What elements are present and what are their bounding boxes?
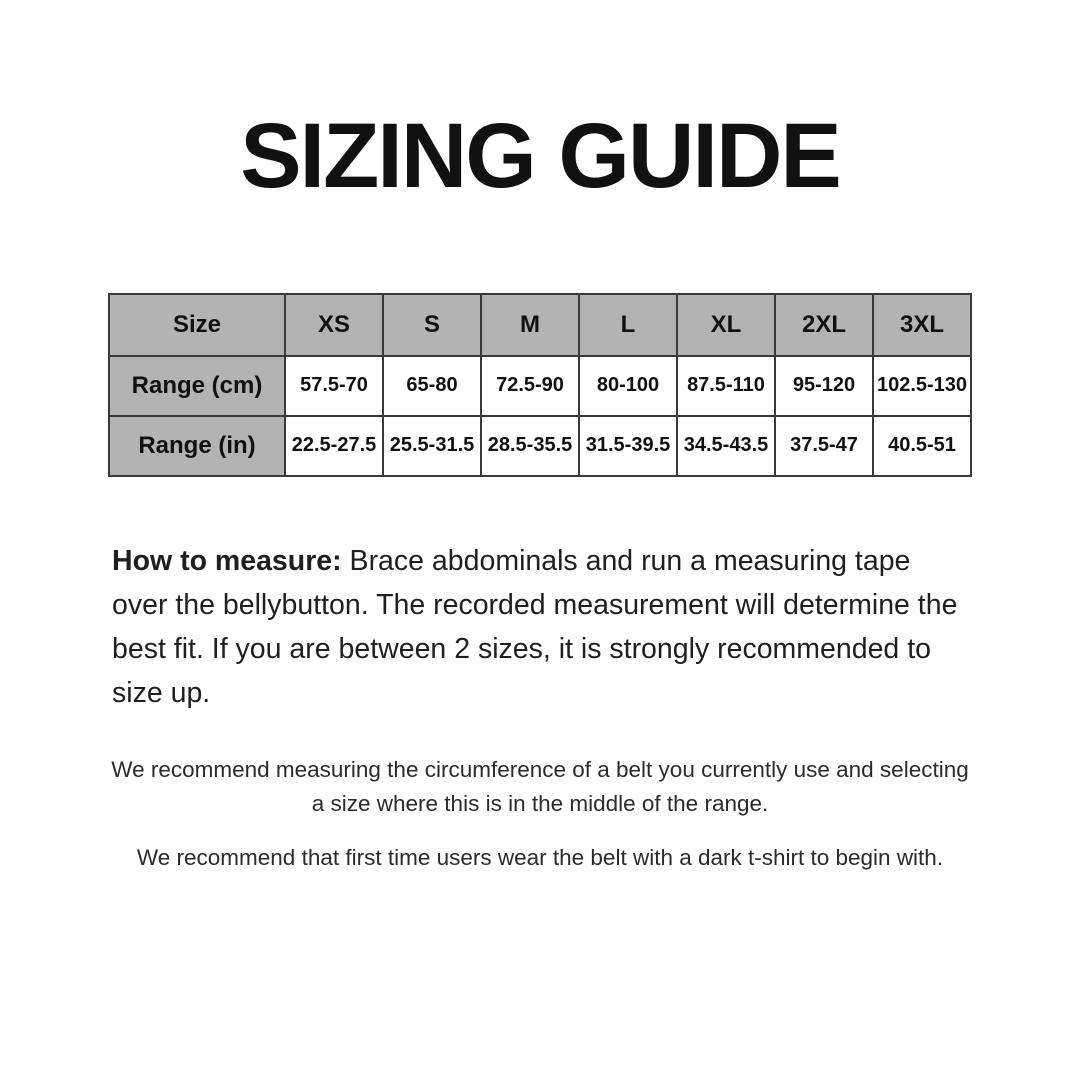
table-header-s: S <box>383 294 481 356</box>
table-header-2xl: 2XL <box>775 294 873 356</box>
cell-cm-xl: 87.5-110 <box>677 356 775 416</box>
page-title: SIZING GUIDE <box>240 105 840 207</box>
table-row <box>109 356 971 416</box>
table-header-xs: XS <box>285 294 383 356</box>
row-label-range-in: Range (in) <box>109 416 285 476</box>
cell-in-xs: 22.5-27.5 <box>285 416 383 476</box>
cell-cm-2xl: 95-120 <box>775 356 873 416</box>
how-to-measure-text: Brace abdominals and run a measuring tape over the bellybutton. The recorded measurement will determine the best fit. If you are between 2 sizes, it is strongly recommended to size up. <box>112 544 958 710</box>
note-item: We recommend measuring the circumference of a belt you currently use and selecting a size where this is in the middle of the range. <box>111 757 969 817</box>
cell-in-3xl: 40.5-51 <box>873 416 971 476</box>
cell-cm-3xl: 102.5-130 <box>873 356 971 416</box>
table-header-m: M <box>481 294 579 356</box>
row-label-range-cm: Range (cm) <box>109 356 285 416</box>
table-header-size: Size <box>109 294 285 356</box>
cell-in-s: 25.5-31.5 <box>383 416 481 476</box>
cell-in-l: 31.5-39.5 <box>579 416 677 476</box>
table-header-row <box>109 294 971 356</box>
table-header-3xl: 3XL <box>873 294 971 356</box>
table-header-l: L <box>579 294 677 356</box>
cell-in-m: 28.5-35.5 <box>481 416 579 476</box>
table-row <box>109 416 971 476</box>
cell-cm-xs: 57.5-70 <box>285 356 383 416</box>
cell-in-xl: 34.5-43.5 <box>677 416 775 476</box>
cell-in-2xl: 37.5-47 <box>775 416 873 476</box>
note-item: We recommend that first time users wear the belt with a dark t-shirt to begin with. <box>136 844 944 870</box>
cell-cm-s: 65-80 <box>383 356 481 416</box>
cell-cm-l: 80-100 <box>579 356 677 416</box>
size-table-container <box>108 205 972 477</box>
table-header-xl: XL <box>677 294 775 356</box>
how-to-measure-label: How to measure: <box>112 544 342 577</box>
notes-section <box>110 715 970 874</box>
cell-cm-m: 72.5-90 <box>481 356 579 416</box>
how-to-measure-paragraph <box>112 477 968 716</box>
size-table <box>108 293 972 477</box>
